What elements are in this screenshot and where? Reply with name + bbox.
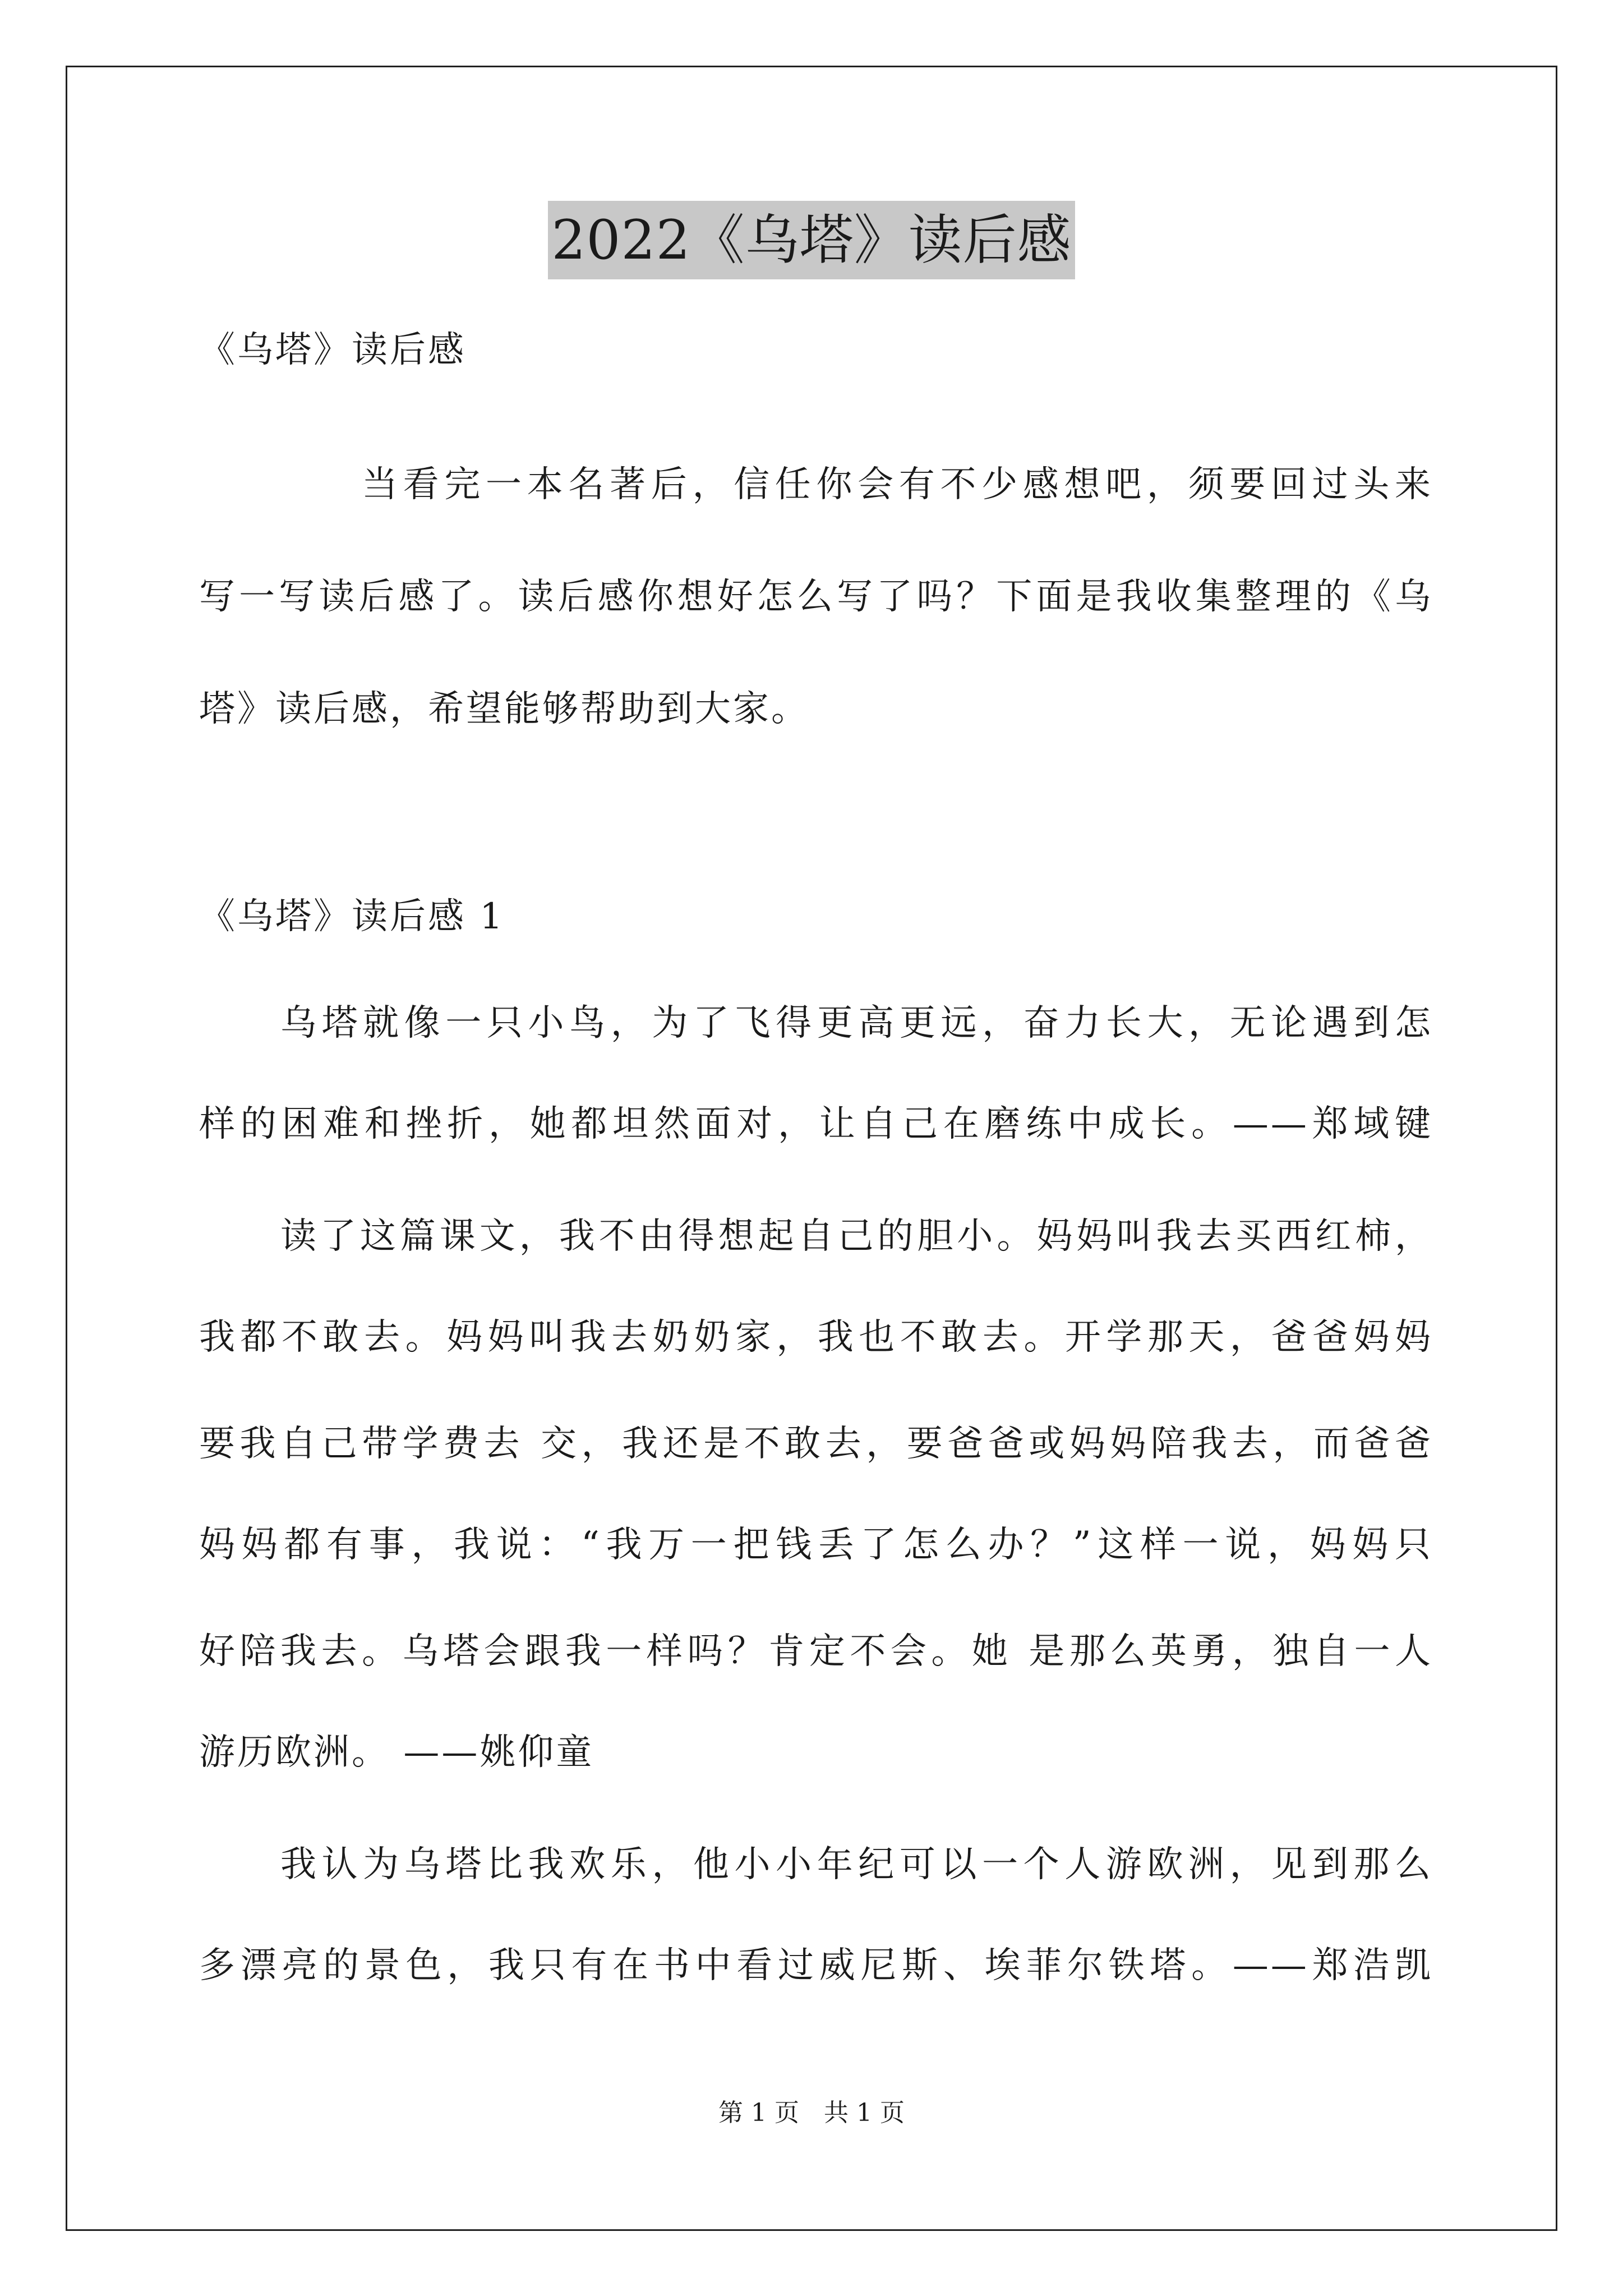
paragraph-line: 我认为乌塔比我欢乐，他小小年纪可以一个人游欧洲，见到那么 [280,1844,1433,1885]
paragraph-line: 要我自己带学费去 交，我还是不敢去，要爸爸或妈妈陪我去，而爸爸 [199,1423,1433,1465]
paragraph-line: 多漂亮的景色，我只有在书中看过威尼斯、埃菲尔铁塔。——郑浩凯 [199,1945,1433,1986]
paragraph-line: 样的困难和挫折，她都坦然面对，让自己在磨练中成长。——郑域键 [199,1103,1433,1145]
paragraph-line: 乌塔就像一只小鸟，为了飞得更高更远，奋力长大，无论遇到怎 [280,1002,1433,1044]
paragraph-line: 妈妈都有事，我说：“我万一把钱丢了怎么办？”这样一说，妈妈只 [199,1524,1433,1566]
paragraph-line: 游历欧洲。 ——姚仰童 [199,1732,594,1773]
paragraph-line: 我都不敢去。妈妈叫我去奶奶家，我也不敢去。开学那天，爸爸妈妈 [199,1317,1433,1358]
paragraph-line: 当看完一本名著后，信任你会有不少感想吧，须要回过头来 [362,464,1433,505]
paragraph-line: 读了这篇课文，我不由得想起自己的胆小。妈妈叫我去买西红柿， [280,1216,1433,1257]
section-heading: 《乌塔》读后感 1 [199,896,505,937]
paragraph-line: 写一写读后感了。读后感你想好怎么写了吗？下面是我收集整理的《乌 [199,576,1433,618]
paragraph-line: 塔》读后感，希望能够帮助到大家。 [199,688,809,730]
paragraph-line: 好陪我去。乌塔会跟我一样吗？肯定不会。她 是那么英勇，独自一人 [199,1631,1433,1672]
document-title: 2022《乌塔》读后感 [548,201,1075,279]
page-footer: 第 1 页 共 1 页 [718,2099,905,2127]
section-heading: 《乌塔》读后感 [199,329,466,371]
page-border [66,66,1557,2231]
title-container [0,201,1623,279]
